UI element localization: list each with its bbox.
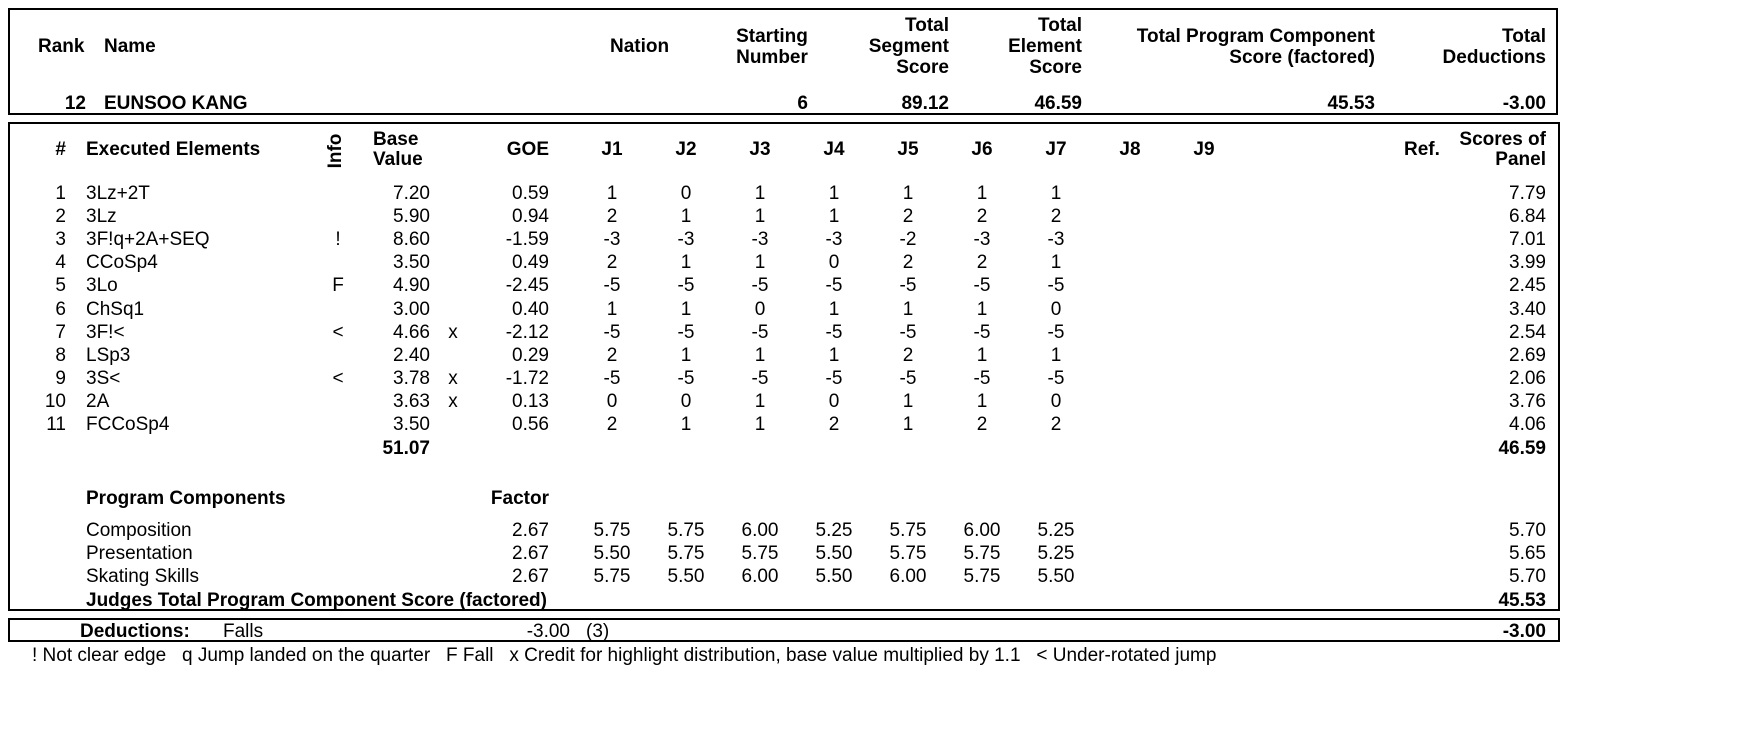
element-judge-2-score: 1: [680, 345, 692, 366]
element-judge-2-score: 1: [680, 252, 692, 273]
element-info: <: [332, 322, 344, 343]
element-base-value: 3.00: [393, 299, 430, 320]
starting-number-value: 6: [797, 93, 808, 114]
total-deductions-value: -3.00: [1502, 93, 1546, 114]
element-number: 3: [55, 229, 66, 250]
element-base-value: 3.50: [393, 414, 430, 435]
component-factor: 2.67: [512, 566, 549, 587]
deductions-label: Deductions:: [80, 621, 190, 642]
header-info: Info: [325, 133, 346, 169]
component-name: Skating Skills: [86, 566, 199, 587]
element-goe: -2.45: [505, 275, 549, 296]
element-judge-5-score: 2: [902, 206, 914, 227]
element-judge-1-score: -3: [603, 229, 621, 250]
element-judge-7-score: 1: [1050, 183, 1062, 204]
header-element-number: #: [55, 139, 66, 160]
rank-value: 12: [64, 93, 86, 114]
element-judge-1-score: 1: [606, 299, 618, 320]
component-panel-score: 5.65: [1509, 543, 1546, 564]
component-judge-3-score: 6.00: [741, 520, 779, 541]
element-number: 8: [55, 345, 66, 366]
element-goe: 0.13: [512, 391, 549, 412]
element-goe: 0.40: [512, 299, 549, 320]
element-number: 2: [55, 206, 66, 227]
element-judge-4-score: 1: [828, 345, 840, 366]
deductions-total: -3.00: [1502, 621, 1546, 642]
element-judge-5-score: 1: [902, 183, 914, 204]
program-components-title: Program Components: [86, 488, 286, 509]
header-base-value: Base Value: [373, 129, 423, 170]
element-judge-7-score: 0: [1050, 299, 1062, 320]
element-judge-5-score: 2: [902, 345, 914, 366]
judges-total-pcs-value: 45.53: [1498, 590, 1546, 611]
element-judge-6-score: -5: [973, 275, 991, 296]
element-panel-score: 4.06: [1509, 414, 1546, 435]
component-judge-5-score: 5.75: [889, 520, 927, 541]
element-judge-4-score: 1: [828, 183, 840, 204]
component-factor: 2.67: [512, 520, 549, 541]
header-starting-number: Starting Number: [736, 26, 808, 68]
judges-total-pcs-label: Judges Total Program Component Score (factored): [86, 590, 547, 611]
component-judge-3-score: 5.75: [741, 543, 779, 564]
element-judge-7-score: -5: [1047, 368, 1065, 389]
component-judge-4-score: 5.25: [815, 520, 853, 541]
header-j8: J8: [1119, 139, 1141, 160]
component-judge-1-score: 5.75: [593, 566, 631, 587]
header-j4: J4: [823, 139, 845, 160]
component-judge-7-score: 5.50: [1037, 566, 1075, 587]
deduction-falls-count: (3): [586, 621, 610, 642]
header-executed-elements: Executed Elements: [86, 139, 261, 160]
element-judge-2-score: 0: [680, 183, 692, 204]
element-info: F: [332, 275, 344, 296]
component-judge-7-score: 5.25: [1037, 520, 1075, 541]
element-base-value: 3.50: [393, 252, 430, 273]
element-judge-5-score: 2: [902, 252, 914, 273]
element-name: 3Lz: [86, 206, 117, 227]
header-name: Name: [104, 36, 156, 57]
element-panel-score: 7.79: [1509, 183, 1546, 204]
component-judge-2-score: 5.75: [667, 520, 705, 541]
element-judge-4-score: 0: [828, 391, 840, 412]
element-judge-6-score: 1: [976, 299, 988, 320]
header-total-element-score: Total Element Score: [1008, 15, 1082, 78]
element-name: 3Lo: [86, 275, 118, 296]
element-judge-5-score: -5: [899, 322, 917, 343]
element-info: !: [335, 229, 341, 250]
element-judge-6-score: 1: [976, 183, 988, 204]
element-goe: 0.56: [512, 414, 549, 435]
element-judge-1-score: 1: [606, 183, 618, 204]
element-judge-3-score: 1: [754, 345, 766, 366]
element-number: 4: [55, 252, 66, 273]
component-judge-5-score: 5.75: [889, 543, 927, 564]
component-judge-6-score: 6.00: [963, 520, 1001, 541]
element-name: ChSq1: [86, 299, 145, 320]
total-element-score-value: 46.59: [1034, 93, 1082, 114]
element-judge-4-score: 0: [828, 252, 840, 273]
element-panel-score: 2.54: [1509, 322, 1546, 343]
element-panel-score: 2.45: [1509, 275, 1546, 296]
total-pcs-value: 45.53: [1327, 93, 1375, 114]
element-judge-2-score: 1: [680, 206, 692, 227]
header-goe: GOE: [506, 139, 549, 160]
element-panel-score: 3.99: [1509, 252, 1546, 273]
component-judge-1-score: 5.50: [593, 543, 631, 564]
header-j9: J9: [1193, 139, 1215, 160]
component-judge-1-score: 5.75: [593, 520, 631, 541]
total-segment-score-value: 89.12: [901, 93, 949, 114]
element-base-value: 4.90: [393, 275, 430, 296]
element-judge-7-score: 1: [1050, 345, 1062, 366]
element-judge-2-score: 1: [680, 299, 692, 320]
element-base-value: 3.78: [393, 368, 430, 389]
header-j2: J2: [675, 139, 697, 160]
element-judge-3-score: 0: [754, 299, 766, 320]
element-name: FCCoSp4: [86, 414, 170, 435]
element-judge-1-score: -5: [603, 322, 621, 343]
component-judge-5-score: 6.00: [889, 566, 927, 587]
element-judge-5-score: 1: [902, 414, 914, 435]
element-info: <: [332, 368, 344, 389]
element-name: 3F!q+2A+SEQ: [86, 229, 210, 250]
header-j3: J3: [749, 139, 771, 160]
element-panel-score: 3.40: [1509, 299, 1546, 320]
component-judge-2-score: 5.50: [667, 566, 705, 587]
factor-header: Factor: [490, 488, 549, 509]
element-number: 9: [55, 368, 66, 389]
element-number: 5: [55, 275, 66, 296]
element-goe: 0.29: [512, 345, 549, 366]
element-judge-3-score: -5: [751, 275, 769, 296]
header-j6: J6: [971, 139, 993, 160]
element-judge-3-score: 1: [754, 391, 766, 412]
header-scores-of-panel: Scores of Panel: [1459, 129, 1546, 170]
element-number: 6: [55, 299, 66, 320]
element-panel-score: 2.06: [1509, 368, 1546, 389]
element-goe: -1.59: [505, 229, 549, 250]
element-judge-3-score: 1: [754, 252, 766, 273]
header-total-segment-score: Total Segment Score: [868, 15, 949, 78]
header-j1: J1: [601, 139, 623, 160]
deduction-item-falls: Falls: [223, 621, 264, 642]
element-judge-1-score: 2: [606, 206, 618, 227]
component-name: Presentation: [86, 543, 193, 564]
legend: ! Not clear edge q Jump landed on the quarter F Fall x Credit for highlight distribution, base value multiplied by 1.1 < Under-rotated jump: [32, 645, 1217, 666]
element-judge-4-score: 2: [828, 414, 840, 435]
component-judge-3-score: 6.00: [741, 566, 779, 587]
header-total-program-component-score: Total Program Component Score (factored): [1136, 26, 1375, 68]
element-base-value: 5.90: [393, 206, 430, 227]
element-judge-3-score: -3: [751, 229, 769, 250]
element-judge-6-score: -5: [973, 368, 991, 389]
component-judge-7-score: 5.25: [1037, 543, 1075, 564]
component-panel-score: 5.70: [1509, 566, 1546, 587]
element-goe: -2.12: [505, 322, 549, 343]
element-judge-3-score: 1: [754, 206, 766, 227]
element-bonus-marker: x: [448, 368, 458, 389]
element-goe: 0.49: [512, 252, 549, 273]
element-judge-7-score: 2: [1050, 206, 1062, 227]
element-judge-2-score: -5: [677, 275, 695, 296]
element-judge-6-score: 1: [976, 345, 988, 366]
element-judge-7-score: 1: [1050, 252, 1062, 273]
element-judge-3-score: -5: [751, 368, 769, 389]
component-panel-score: 5.70: [1509, 520, 1546, 541]
header-total-deductions: Total Deductions: [1442, 26, 1546, 68]
component-judge-6-score: 5.75: [963, 543, 1001, 564]
element-judge-6-score: 2: [976, 206, 988, 227]
element-name: CCoSp4: [86, 252, 158, 273]
element-judge-2-score: 0: [680, 391, 692, 412]
element-judge-5-score: -5: [899, 368, 917, 389]
header-nation: Nation: [610, 36, 670, 57]
component-factor: 2.67: [512, 543, 549, 564]
header-j7: J7: [1045, 139, 1067, 160]
element-judge-6-score: 2: [976, 252, 988, 273]
element-judge-7-score: -3: [1047, 229, 1065, 250]
element-bonus-marker: x: [448, 322, 458, 343]
header-rank: Rank: [38, 36, 85, 57]
element-judge-4-score: 1: [828, 299, 840, 320]
component-judge-4-score: 5.50: [815, 543, 853, 564]
element-judge-2-score: -3: [677, 229, 695, 250]
header-ref: Ref.: [1404, 139, 1440, 160]
component-judge-4-score: 5.50: [815, 566, 853, 587]
header-j5: J5: [897, 139, 919, 160]
element-judge-3-score: -5: [751, 322, 769, 343]
element-number: 1: [55, 183, 66, 204]
element-panel-score: 2.69: [1509, 345, 1546, 366]
element-judge-5-score: -5: [899, 275, 917, 296]
element-judge-2-score: -5: [677, 368, 695, 389]
element-number: 7: [55, 322, 66, 343]
element-goe: 0.94: [512, 206, 549, 227]
element-goe: -1.72: [505, 368, 549, 389]
element-judge-4-score: -5: [825, 368, 843, 389]
deduction-falls-value: -3.00: [526, 621, 570, 642]
element-name: 3F!<: [86, 322, 125, 343]
element-name: 3S<: [86, 368, 121, 389]
component-name: Composition: [86, 520, 192, 541]
element-panel-score: 6.84: [1509, 206, 1546, 227]
element-judge-3-score: 1: [754, 183, 766, 204]
element-judge-4-score: -3: [825, 229, 843, 250]
element-judge-7-score: 0: [1050, 391, 1062, 412]
element-judge-1-score: 2: [606, 414, 618, 435]
element-judge-1-score: 2: [606, 345, 618, 366]
element-judge-4-score: -5: [825, 322, 843, 343]
component-judge-6-score: 5.75: [963, 566, 1001, 587]
element-base-value: 4.66: [393, 322, 430, 343]
element-judge-1-score: 2: [606, 252, 618, 273]
element-number: 10: [44, 391, 66, 412]
element-judge-5-score: 1: [902, 391, 914, 412]
element-judge-4-score: -5: [825, 275, 843, 296]
element-bonus-marker: x: [448, 391, 458, 412]
element-name: 3Lz+2T: [86, 183, 150, 204]
element-judge-6-score: 1: [976, 391, 988, 412]
element-judge-5-score: 1: [902, 299, 914, 320]
element-judge-6-score: -3: [973, 229, 991, 250]
element-judge-7-score: -5: [1047, 322, 1065, 343]
element-judge-6-score: 2: [976, 414, 988, 435]
element-goe: 0.59: [512, 183, 549, 204]
element-base-value: 7.20: [393, 183, 430, 204]
element-judge-3-score: 1: [754, 414, 766, 435]
element-judge-1-score: -5: [603, 275, 621, 296]
element-judge-7-score: -5: [1047, 275, 1065, 296]
element-number: 11: [46, 414, 66, 435]
element-name: 2A: [86, 391, 110, 412]
element-judge-7-score: 2: [1050, 414, 1062, 435]
element-base-value: 2.40: [393, 345, 430, 366]
element-panel-score: 3.76: [1509, 391, 1546, 412]
element-judge-2-score: -5: [677, 322, 695, 343]
component-judge-2-score: 5.75: [667, 543, 705, 564]
element-judge-1-score: -5: [603, 368, 621, 389]
element-base-value: 8.60: [393, 229, 430, 250]
element-base-value: 3.63: [393, 391, 430, 412]
panel-total: 46.59: [1498, 438, 1546, 459]
skater-name: EUNSOO KANG: [104, 93, 248, 114]
element-name: LSp3: [86, 345, 131, 366]
element-judge-2-score: 1: [680, 414, 692, 435]
base-value-total: 51.07: [382, 438, 430, 459]
element-judge-1-score: 0: [606, 391, 618, 412]
element-judge-6-score: -5: [973, 322, 991, 343]
element-panel-score: 7.01: [1509, 229, 1546, 250]
element-judge-5-score: -2: [899, 229, 917, 250]
element-judge-4-score: 1: [828, 206, 840, 227]
